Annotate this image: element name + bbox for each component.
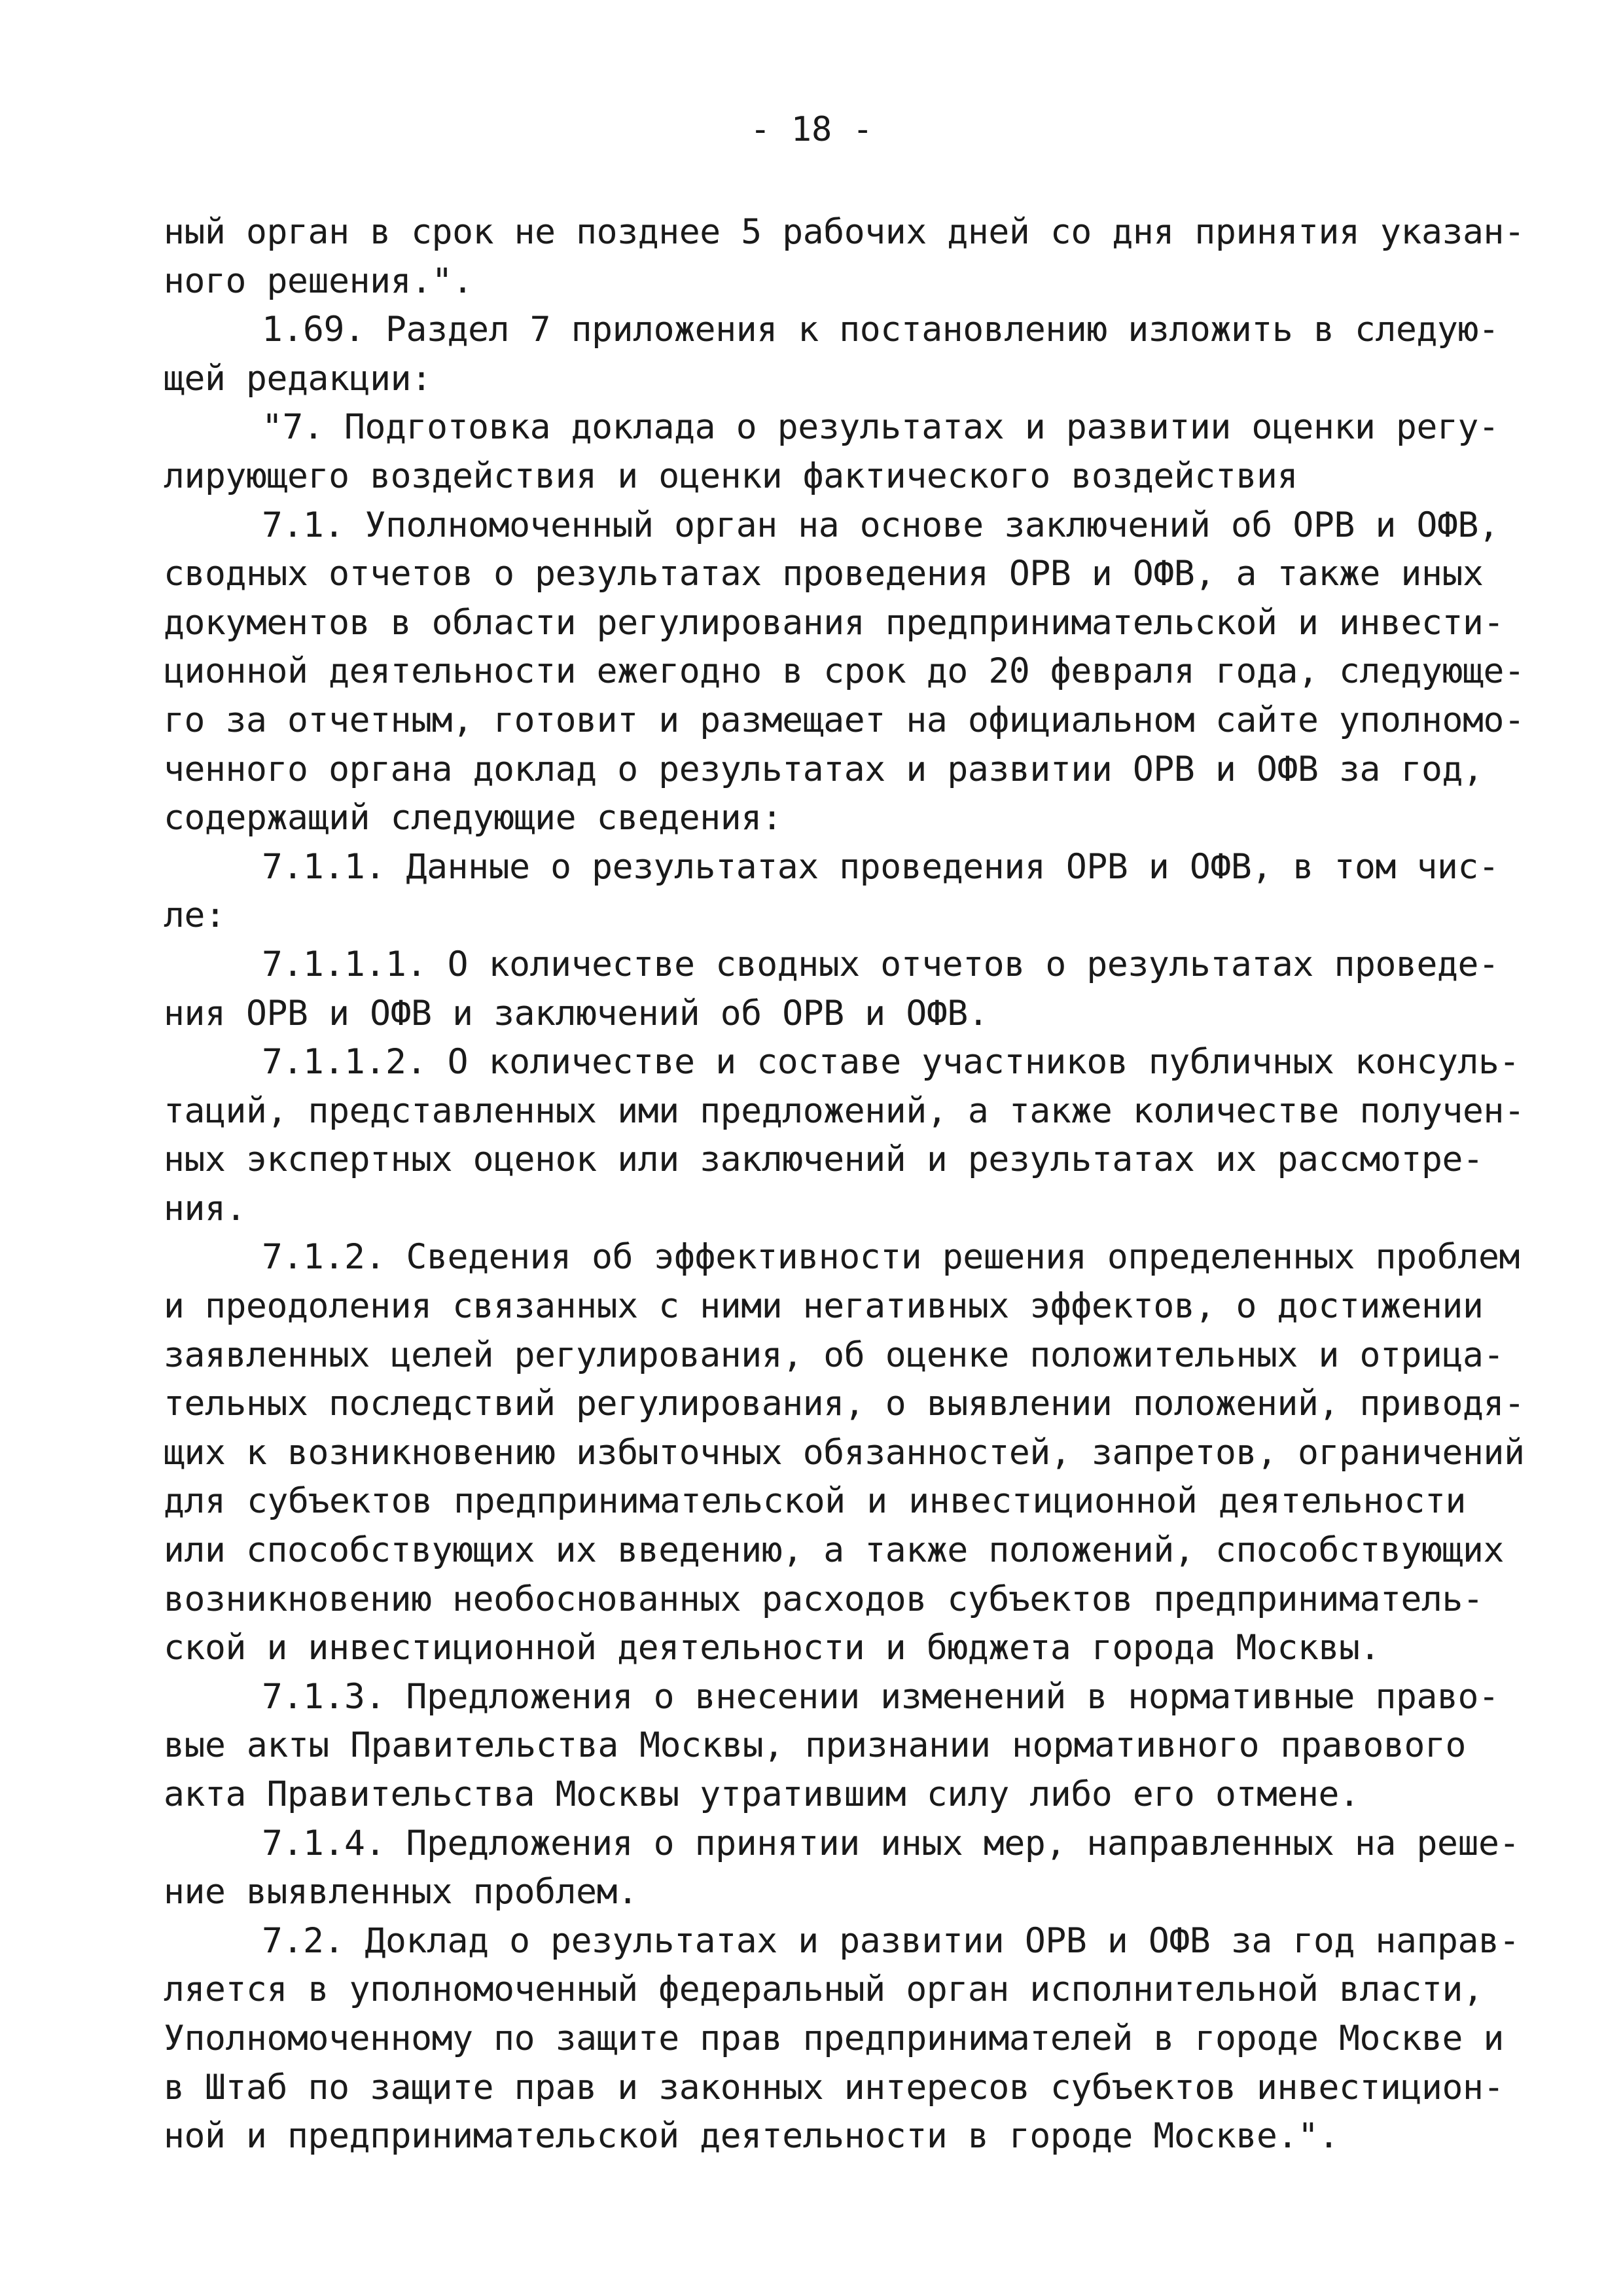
text-line: ляется в уполномоченный федеральный орган исполнительной власти,: [164, 1969, 1484, 2010]
text-line: 1.69. Раздел 7 приложения к постановлению изложить в следую-: [262, 310, 1499, 350]
text-line: акта Правительства Москвы утратившим силу либо его отмене.: [164, 1774, 1360, 1814]
text-line: 7.1.1.2. О количестве и составе участников публичных консуль-: [262, 1042, 1520, 1083]
text-line: 7.1.1.1. О количестве сводных отчетов о результатах проведе-: [262, 944, 1499, 984]
text-line: лирующего воздействия и оценки фактического воздействия: [164, 456, 1298, 496]
text-line: го за отчетным, готовит и размещает на официальном сайте уполномо-: [164, 700, 1525, 740]
text-line: ния.: [164, 1188, 247, 1229]
paragraph-7-1-1-2: [164, 1038, 1525, 1233]
text-line: возникновению необоснованных расходов субъектов предприниматель-: [164, 1579, 1484, 1619]
text-line: щих к возникновению избыточных обязанностей, запретов, ограничений: [164, 1432, 1525, 1473]
text-line: для субъектов предпринимательской и инвестиционной деятельности: [164, 1481, 1466, 1522]
text-line: в Штаб по защите прав и законных интересов субъектов инвестицион-: [164, 2067, 1505, 2108]
text-line: ской и инвестиционной деятельности и бюджета города Москвы.: [164, 1628, 1381, 1668]
text-line: и преодоления связанных с ними негативных эффектов, о достижении: [164, 1286, 1484, 1327]
text-line: ле:: [164, 895, 226, 936]
paragraph-7-1-1-1: [164, 941, 1499, 1038]
text-line: ной и предпринимательской деятельности в городе Москве.".: [164, 2116, 1339, 2157]
text-line: "7. Подготовка доклада о результатах и развитии оценки регу-: [262, 407, 1499, 448]
text-line: 7.1. Уполномоченный орган на основе заключений об ОРВ и ОФВ,: [262, 505, 1499, 545]
text-line: 7.1.4. Предложения о принятии иных мер, направленных на реше-: [262, 1823, 1520, 1863]
text-line: 7.1.2. Сведения об эффективности решения определенных проблем: [262, 1237, 1520, 1278]
document-body: [164, 208, 1525, 2161]
paragraph-continuation: [164, 208, 1525, 306]
paragraph-7-1-2: [164, 1233, 1525, 1672]
text-line: ный орган в срок не позднее 5 рабочих дней со дня принятия указан-: [164, 212, 1525, 252]
text-line: ных экспертных оценок или заключений и результатах их рассмотре-: [164, 1139, 1484, 1180]
page-number: - 18 -: [750, 110, 873, 149]
text-line: ционной деятельности ежегодно в срок до 20 февраля года, следующе-: [164, 651, 1525, 692]
text-line: вые акты Правительства Москвы, признании нормативного правового: [164, 1725, 1466, 1766]
text-line: содержащий следующие сведения:: [164, 798, 783, 838]
paragraph-7-1: [164, 501, 1525, 843]
text-line: ченного органа доклад о результатах и развитии ОРВ и ОФВ за год,: [164, 749, 1484, 789]
text-line: тельных последствий регулирования, о выявлении положений, приводя-: [164, 1384, 1525, 1424]
paragraph-7-1-4: [164, 1820, 1520, 1917]
text-line: сводных отчетов о результатах проведения ОРВ и ОФВ, а также иных: [164, 554, 1484, 594]
text-line: 7.1.3. Предложения о внесении изменений в нормативные право-: [262, 1676, 1499, 1717]
text-line: таций, представленных ими предложений, а также количестве получен-: [164, 1090, 1525, 1131]
text-line: щей редакции:: [164, 358, 432, 399]
text-line: Уполномоченному по защите прав предпринимателей в городе Москве и: [164, 2018, 1505, 2058]
paragraph-7-2: [164, 1917, 1520, 2161]
text-line: ние выявленных проблем.: [164, 1872, 638, 1912]
text-line: ного решения.".: [164, 260, 473, 301]
paragraph-7-1-1: [164, 843, 1499, 941]
section-7-heading: [164, 403, 1499, 501]
text-line: заявленных целей регулирования, об оценке положительных и отрица-: [164, 1335, 1505, 1375]
paragraph-7-1-3: [164, 1673, 1499, 1820]
text-line: 7.2. Доклад о результатах и развитии ОРВ и ОФВ за год направ-: [262, 1920, 1520, 1961]
text-line: документов в области регулирования предпринимательской и инвести-: [164, 602, 1505, 643]
text-line: 7.1.1. Данные о результатах проведения ОРВ и ОФВ, в том чис-: [262, 846, 1499, 887]
text-line: ния ОРВ и ОФВ и заключений об ОРВ и ОФВ.: [164, 993, 989, 1033]
text-line: или способствующих их введению, а также положений, способствующих: [164, 1530, 1505, 1571]
paragraph-1-69: [164, 306, 1499, 403]
